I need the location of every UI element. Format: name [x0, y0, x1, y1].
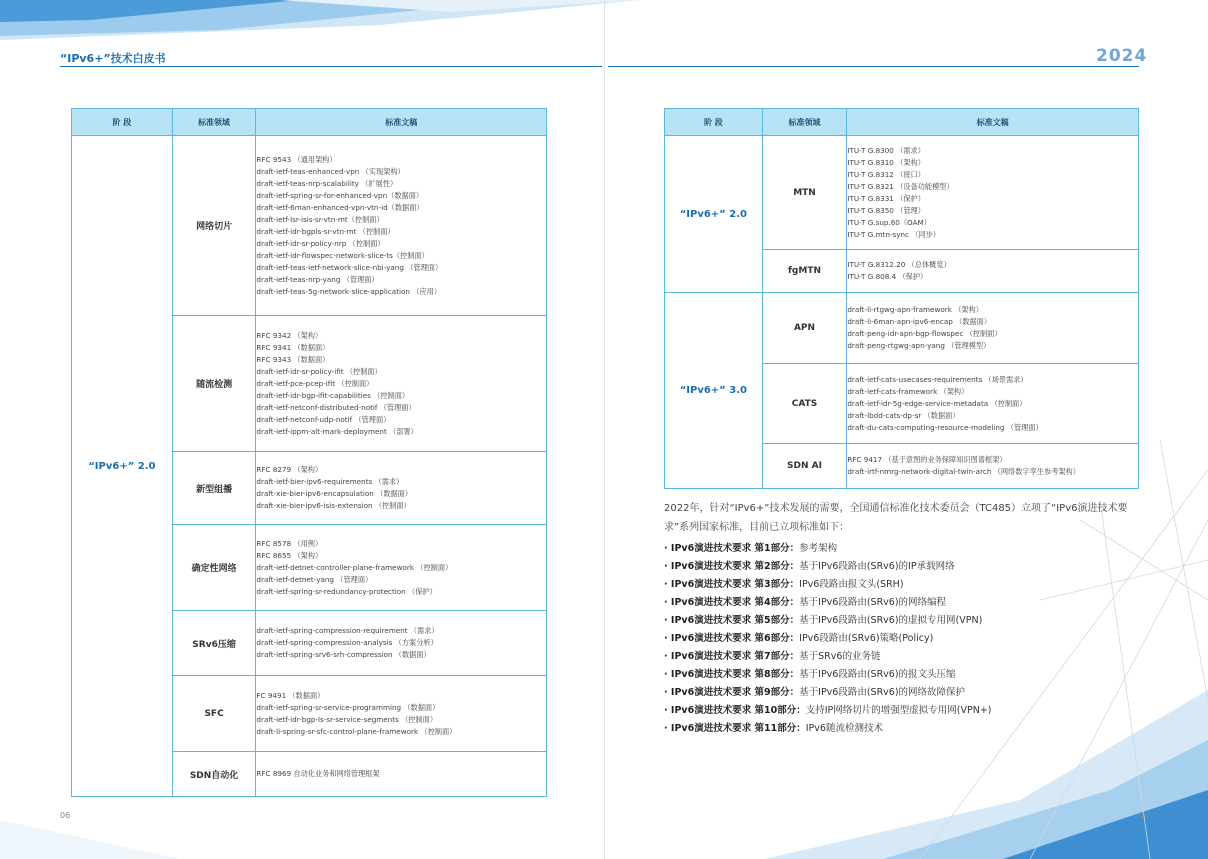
- doc-line: draft-ietf-6man-enhanced-vpn-vtn-id（数据面）: [256, 202, 424, 212]
- docs-cell: [256, 452, 547, 525]
- standard-part: · IPv6演进技术要求 第5部分：: [664, 615, 800, 626]
- doc-line: ITU-T G.8331 （保护）: [847, 193, 925, 203]
- doc-line: RFC 8578 （用例）: [256, 538, 323, 548]
- standard-part: · IPv6演进技术要求 第2部分：: [664, 561, 800, 572]
- standard-desc: IPv6段路由报文头(SRH): [799, 579, 904, 590]
- field-cell: SDN AI: [762, 444, 847, 489]
- docs-cell: [847, 136, 1139, 250]
- docs-cell: [847, 293, 1139, 364]
- doc-line: draft-ietf-spring-sr-redundancy-protection （保护）: [256, 586, 437, 596]
- intro-paragraph: 2022年，针对“IPv6+”技术发展的需要，全国通信标准化技术委员会（TC485）立项了“IPv6演进技术要求”系列国家标准，目前已立项标准如下：: [664, 503, 1128, 533]
- right-table-body: [665, 136, 1139, 489]
- left-table-body: [72, 136, 547, 797]
- doc-line: draft-ietf-cats-framework （架构）: [847, 386, 969, 396]
- table-row: [665, 136, 1139, 250]
- standard-part: · IPv6演进技术要求 第1部分：: [664, 543, 800, 554]
- list-item: [664, 594, 1139, 612]
- doc-line: RFC 9342 （架构）: [256, 330, 323, 340]
- list-item: [664, 630, 1139, 648]
- doc-line: draft-ietf-spring-compression-analysis （方案分析）: [256, 638, 438, 647]
- table-row: [665, 293, 1139, 364]
- field-cell: APN: [762, 293, 847, 364]
- doc-line: draft-ietf-teas-nrp-yang （管理面）: [256, 274, 379, 284]
- field-cell: SDN自动化: [172, 752, 256, 797]
- standard-part: · IPv6演进技术要求 第11部分：: [664, 723, 806, 734]
- doc-line: draft-ietf-teas-5g-network-slice-application （应用）: [256, 286, 442, 296]
- page-number-right: 07: [1139, 811, 1150, 820]
- header-docs: 标准文稿: [256, 109, 547, 136]
- field-cell: 网络切片: [172, 136, 256, 316]
- header-rule-right: [608, 66, 1139, 67]
- list-item: [664, 612, 1139, 630]
- doc-line: draft-li-rtgwg-apn-framework （架构）: [847, 305, 983, 314]
- standards-table-left: [71, 108, 547, 797]
- year-label: 2024: [1096, 46, 1148, 66]
- doc-line: draft-ietf-bier-ipv6-requirements （需求）: [256, 477, 404, 486]
- doc-line: draft-ietf-teas-ietf-network-slice-nbi-yang （管理面）: [256, 262, 443, 272]
- doc-line: draft-du-cats-computing-resource-modeling （管理面）: [847, 422, 1043, 432]
- doc-line: draft-ietf-spring-sr-for-enhanced-vpn（数据面）: [256, 190, 424, 200]
- standard-desc: 基于IPv6段路由(SRv6)的网络故障保护: [799, 687, 966, 698]
- doc-line: draft-li-6man-apn-ipv6-encap （数据面）: [847, 317, 992, 326]
- doc-line: draft-li-spring-sr-sfc-control-plane-framework （控制面）: [256, 726, 457, 736]
- doc-line: draft-xie-bier-ipv6-encapsulation （数据面）: [256, 489, 413, 498]
- doc-line: draft-xie-bier-ipv6-isis-extension （控制面）: [256, 501, 411, 510]
- doc-line: draft-ietf-idr-bgpls-sr-vtn-mt （控制面）: [256, 226, 395, 236]
- field-cell: 新型组播: [172, 452, 256, 525]
- field-cell: SFC: [172, 676, 256, 752]
- doc-line: draft-ietf-netconf-udp-notif （管理面）: [256, 414, 391, 424]
- list-item: [664, 540, 1139, 558]
- doc-line: draft-ietf-pce-pcep-ifit （控制面）: [256, 378, 374, 388]
- table-row: [72, 136, 547, 316]
- doc-line: draft-ietf-detnet-controller-plane-framework （控制面）: [256, 562, 453, 572]
- docs-cell: [256, 676, 547, 752]
- doc-line: draft-ietf-netconf-distributed-notif （管理面）: [256, 402, 416, 412]
- header-stage: 阶 段: [665, 109, 763, 136]
- doc-line: FC 9491 （数据面）: [256, 690, 325, 700]
- doc-line: draft-peng-rtgwg-apn-yang （管理模型）: [847, 341, 991, 350]
- doc-line: draft-ietf-spring-srv6-srh-compression （数据面）: [256, 650, 431, 659]
- standard-part: · IPv6演进技术要求 第10部分：: [664, 705, 806, 716]
- standard-part: · IPv6演进技术要求 第4部分：: [664, 597, 800, 608]
- doc-line: ITU-T G.8350 （管理）: [847, 205, 925, 215]
- list-item: [664, 558, 1139, 576]
- field-cell: SRv6压缩: [172, 611, 256, 676]
- standard-part: · IPv6演进技术要求 第3部分：: [664, 579, 800, 590]
- header-stage: 阶 段: [72, 109, 173, 136]
- standard-part: · IPv6演进技术要求 第9部分：: [664, 687, 800, 698]
- doc-line: ITU-T G.8300 （需求）: [847, 145, 925, 155]
- standard-part: · IPv6演进技术要求 第8部分：: [664, 669, 800, 680]
- page-spine: [604, 0, 605, 859]
- standard-part: · IPv6演进技术要求 第6部分：: [664, 633, 800, 644]
- header-docs: 标准文稿: [847, 109, 1139, 136]
- doc-line: draft-ietf-idr-bgp-ifit-capabilities （控制面）: [256, 390, 410, 400]
- doc-line: ITU-T G.808.4 （保护）: [847, 272, 928, 281]
- field-cell: MTN: [762, 136, 847, 250]
- standard-desc: 基于IPv6段路由(SRv6)的网络编程: [799, 597, 947, 608]
- doc-line: draft-ietf-spring-sr-service-programming （数据面）: [256, 702, 440, 712]
- docs-cell: [256, 611, 547, 676]
- standard-desc: 基于IPv6段路由(SRv6)的报文头压缩: [799, 669, 956, 680]
- doc-line: draft-lbdd-cats-dp-sr （数据面）: [847, 410, 960, 420]
- doc-line: ITU-T G.8312 （接口）: [847, 169, 925, 179]
- doc-line: RFC 9417 （基于意图的业务保障知识图谱框架）: [847, 455, 1007, 464]
- doc-line: RFC 8279 （架构）: [256, 465, 323, 474]
- page-number-left: 06: [60, 811, 71, 820]
- field-cell: fgMTN: [762, 250, 847, 293]
- doc-line: draft-ietf-cats-usecases-requirements （场景需求）: [847, 374, 1028, 384]
- doc-line: ITU-T G.8321 （设备功能模型）: [847, 181, 954, 191]
- standard-desc: 基于IPv6段路由(SRv6)的虚拟专用网(VPN): [799, 615, 983, 626]
- doc-line: ITU-T G.sup.60（OAM）: [847, 217, 931, 227]
- list-item: [664, 684, 1139, 702]
- stage-cell: “IPv6+” 3.0: [665, 293, 763, 489]
- list-item: [664, 648, 1139, 666]
- doc-line: draft-ietf-teas-enhanced-vpn （实现架构）: [256, 166, 405, 176]
- doc-line: draft-ietf-idr-sr-policy-nrp （控制面）: [256, 238, 385, 248]
- doc-line: draft-ietf-idr-sr-policy-ifit （控制面）: [256, 366, 382, 376]
- header-field: 标准领域: [762, 109, 847, 136]
- doc-line: draft-ietf-idr-5g-edge-service-metadata （控制面）: [847, 398, 1027, 408]
- doc-line: draft-ietf-ippm-alt-mark-deployment （部署）: [256, 426, 418, 436]
- docs-cell: [256, 136, 547, 316]
- doc-line: RFC 9341 （数据面）: [256, 342, 330, 352]
- list-item: [664, 720, 1139, 738]
- standards-list: [664, 540, 1139, 738]
- standard-desc: 参考架构: [799, 543, 838, 554]
- doc-line: RFC 8969 自动化业务和网络管理框架: [256, 769, 380, 778]
- doc-line: draft-ietf-idr-bgp-ls-sr-service-segments （控制面）: [256, 714, 438, 724]
- docs-cell: [256, 752, 547, 797]
- doc-line: draft-ietf-detnet-yang （管理面）: [256, 574, 373, 584]
- standard-desc: IPv6段路由(SRv6)策略(Policy): [799, 633, 934, 644]
- standard-desc: 支持IP网络切片的增强型虚拟专用网(VPN+): [805, 705, 992, 716]
- doc-line: RFC 8655 （架构）: [256, 550, 323, 560]
- standard-desc: 基于SRv6的业务链: [799, 651, 881, 662]
- docs-cell: [256, 316, 547, 452]
- standards-table-right: [664, 108, 1139, 489]
- field-cell: 确定性网络: [172, 525, 256, 611]
- field-cell: 随流检测: [172, 316, 256, 452]
- document-title: “IPv6+”技术白皮书: [60, 52, 166, 65]
- doc-line: draft-peng-idr-apn-bgp-flowspec （控制面）: [847, 329, 1002, 338]
- standard-desc: 基于IPv6段路由(SRv6)的IP承载网络: [799, 561, 955, 572]
- list-item: [664, 702, 1139, 720]
- docs-cell: [847, 444, 1139, 489]
- header-field: 标准领域: [172, 109, 256, 136]
- doc-line: ITU-T G.mtn-sync （同步）: [847, 229, 941, 239]
- doc-line: RFC 9343 （数据面）: [256, 354, 330, 364]
- doc-line: draft-ietf-idr-flowspec-network-slice-ts（控制面）: [256, 250, 429, 260]
- docs-cell: [847, 364, 1139, 444]
- doc-line: draft-ietf-lsr-isis-sr-vtn-mt（控制面）: [256, 214, 384, 224]
- doc-line: draft-irtf-nmrg-network-digital-twin-arch （网络数字孪生参考架构）: [847, 467, 1080, 476]
- doc-line: ITU-T G.8310 （架构）: [847, 157, 925, 167]
- list-item: [664, 576, 1139, 594]
- field-cell: CATS: [762, 364, 847, 444]
- stage-cell: “IPv6+” 2.0: [72, 136, 173, 797]
- standard-desc: IPv6随流检测技术: [805, 723, 883, 734]
- docs-cell: [847, 250, 1139, 293]
- header-rule-left: [60, 66, 602, 67]
- stage-cell: “IPv6+” 2.0: [665, 136, 763, 293]
- list-item: [664, 666, 1139, 684]
- standard-part: · IPv6演进技术要求 第7部分：: [664, 651, 800, 662]
- doc-line: draft-ietf-teas-nrp-scalability （扩展性）: [256, 178, 398, 188]
- docs-cell: [256, 525, 547, 611]
- doc-line: RFC 9543 （通用架构）: [256, 154, 337, 164]
- doc-line: ITU-T G.8312.20 （总体概览）: [847, 260, 951, 269]
- doc-line: draft-ietf-spring-compression-requirement （需求）: [256, 626, 439, 635]
